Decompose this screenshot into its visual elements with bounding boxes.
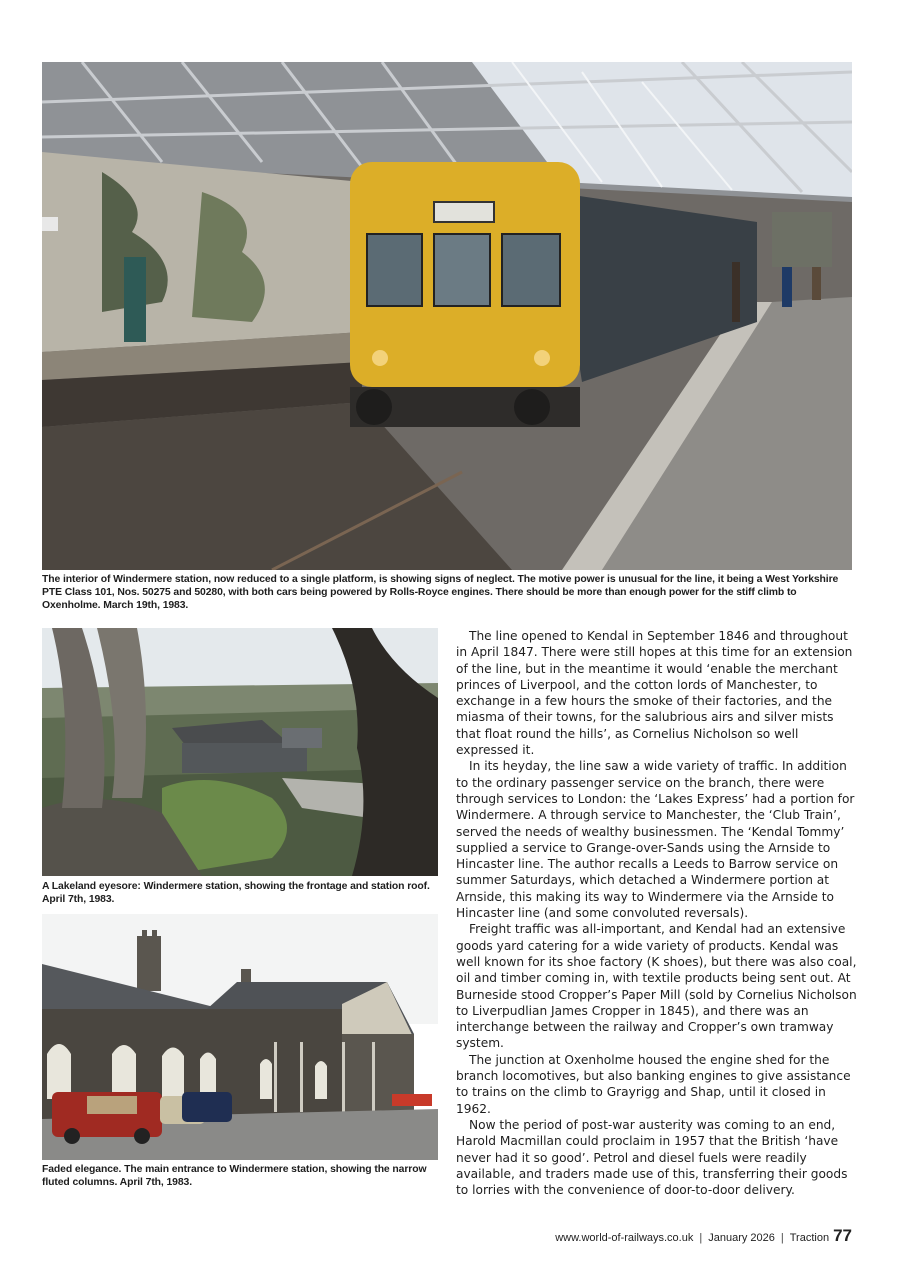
photo-caption-middle: A Lakeland eyesore: Windermere station, showing the frontage and station roof. April 7th, 1983. [42, 881, 430, 906]
footer-date: January 2026 [708, 1232, 775, 1244]
article-paragraph: The junction at Oxenholme housed the engine shed for the branch locomotives, but also banking engines to give assistance to trains on the climb to Grayrigg and Shap, until it closed in 1962. [456, 1052, 851, 1116]
photo-caption-top: The interior of Windermere station, now reduced to a single platform, is showing signs of neglect. The motive power is unusual for the line, it being a West Yorkshire PTE Class 101, Nos. 50275 and 50280, with both cars being powered by Rolls-Royce engines. There should be more than enough power for the stiff climb to Oxenholme. March 19th, 1983. [42, 574, 839, 612]
article-body [456, 628, 862, 1198]
footer-separator: | [780, 1232, 784, 1244]
photo-station-frontage [42, 628, 438, 876]
page-number: 77 [833, 1226, 852, 1245]
footer-magazine: Traction [789, 1232, 830, 1244]
article-paragraph: The line opened to Kendal in September 1846 and throughout in April 1847. There were still hopes at this time for an extension of the line, but in the meantime it would ‘enable the merchant princes of Liverpool, and the cotton lords of Manchester, to exchange in a few hours the smoke of their factories, and the miasma of their towns, for the salubrious airs and silver mists that float round the hills’, as Cornelius Nicholson so well expressed it. [456, 629, 853, 758]
page-footer [555, 1226, 852, 1246]
footer-separator: | [699, 1232, 703, 1244]
article-paragraph: Freight traffic was all-important, and Kendal had an extensive goods yard catering for a wide variety of products. Kendal was well known for its shoe factory (K shoes), but there was also coal, oil and timber coming in, with textile products being sent out. At Burneside stood Cropper’s Paper Mill (sold by Cornelius Nicholson to Liverpudlian James Cropper in 1845), and there was an interchange between the railway and Cropper’s own tramway system. [456, 922, 857, 1051]
article-paragraph: In its heyday, the line saw a wide variety of traffic. In addition to the ordinary passenger service on the branch, there were through services to London: the ‘Lakes Express’ had a portion for Windermere. A through service to Manchester, the ‘Club Train’, served the needs of wealthy businessmen. The ‘Kendal Tommy’ supplied a service to Grange-over-Sands using the Arnside to Hincaster line. The author recalls a Leeds to Barrow service on summer Saturdays, which detached a Windermere portion at Arnside, this making its way to Windermere via the Arnside to Hincaster line (and some convoluted reversals). [456, 759, 855, 921]
photo-station-interior [42, 62, 852, 570]
photo-station-entrance [42, 914, 438, 1160]
photo-caption-bottom: Faded elegance. The main entrance to Windermere station, showing the narrow fluted columns. April 7th, 1983. [42, 1164, 427, 1189]
article-paragraph: Now the period of post-war austerity was coming to an end, Harold Macmillan could proclaim in 1957 that the British ‘have never had it so good’. Petrol and diesel fuels were readily available, and traders made use of this, transferring their goods to lorries with the convenience of door-to-door delivery. [456, 1117, 848, 1198]
footer-website: www.world-of-railways.co.uk [555, 1232, 694, 1244]
